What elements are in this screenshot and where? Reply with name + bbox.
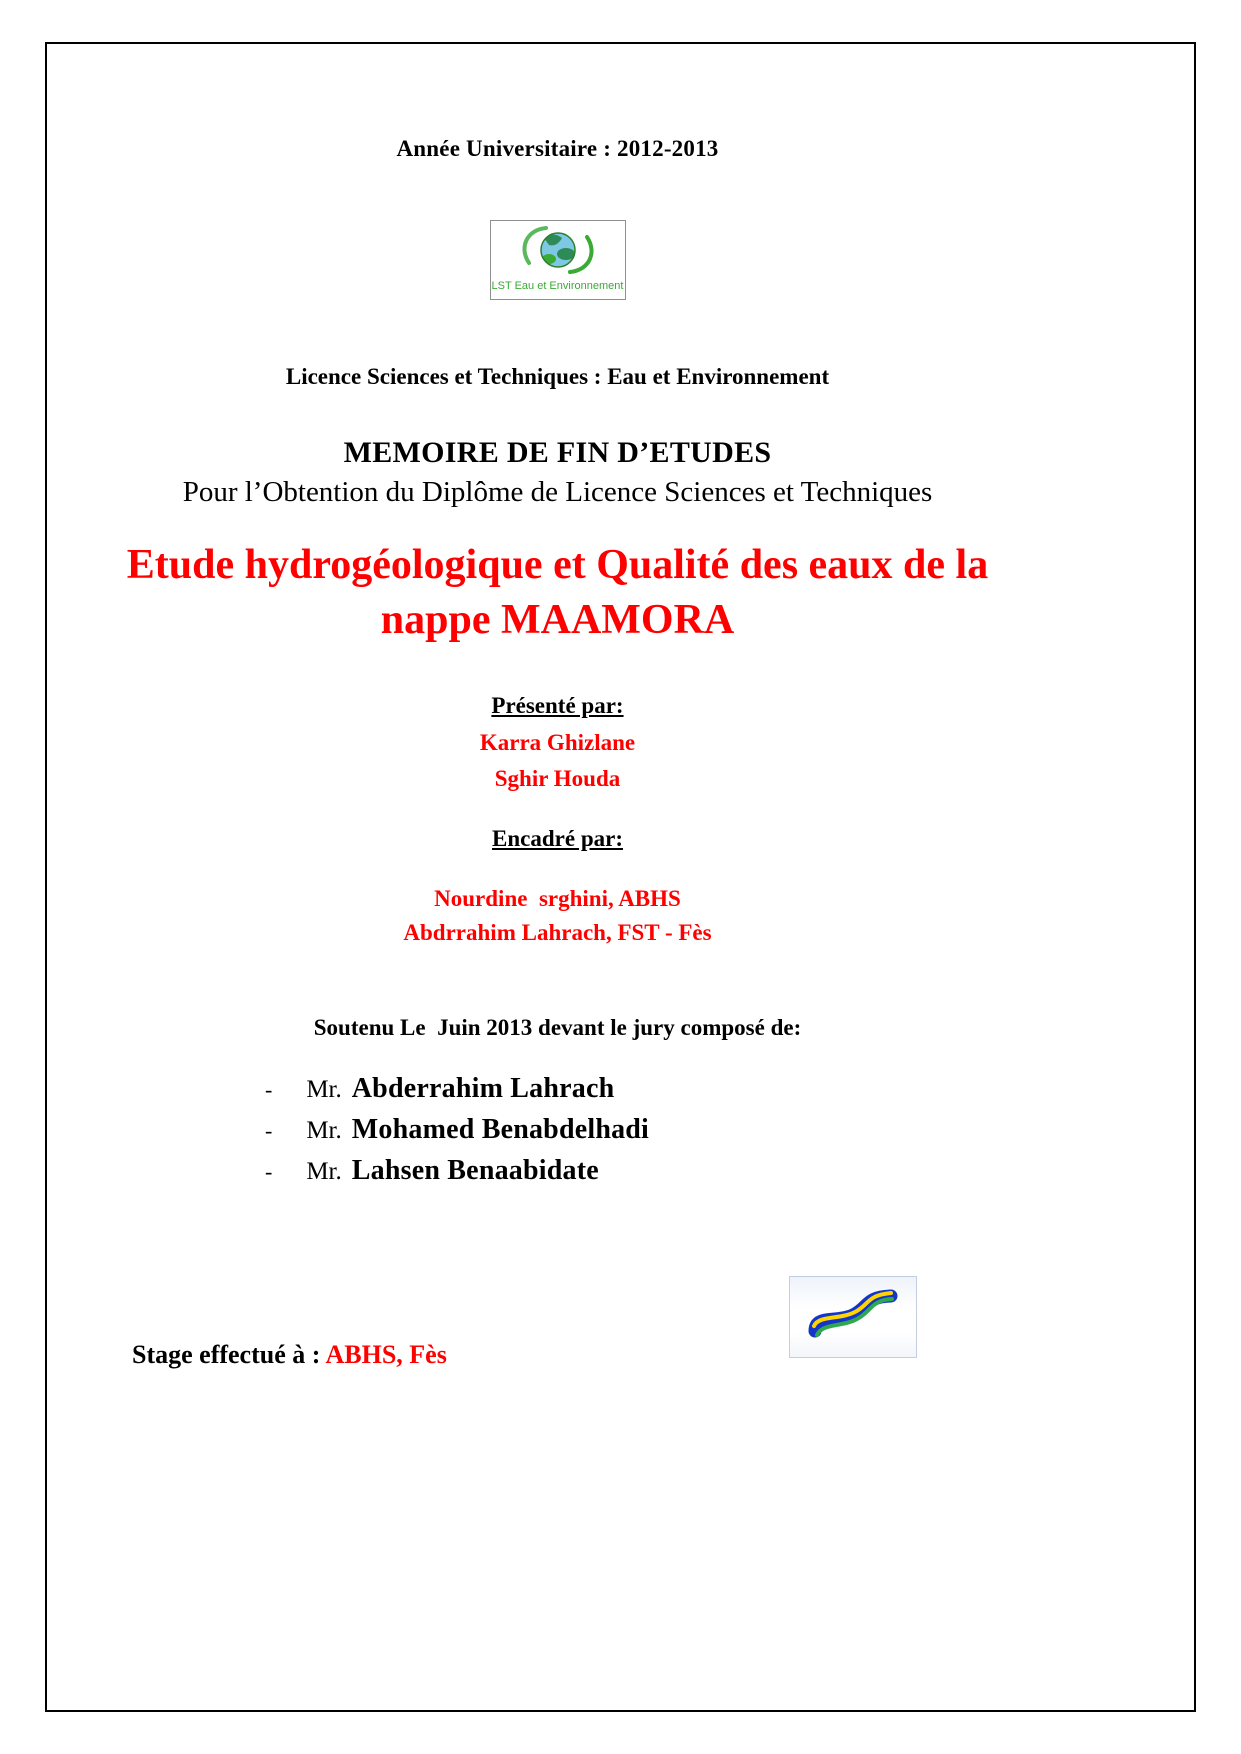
jury-member-name: Abderrahim Lahrach	[351, 1073, 615, 1105]
author-name: Karra Ghizlane	[479, 730, 636, 756]
jury-member-name: Mohamed Benabdelhadi	[351, 1114, 650, 1146]
program-line: Licence Sciences et Techniques : Eau et Environnement	[285, 364, 830, 389]
jury-member-prefix: Mr.	[306, 1158, 342, 1186]
dash-bullet: -	[265, 1077, 273, 1103]
jury-member-name: Lahsen Benaabidate	[351, 1155, 599, 1187]
supervisor-name: Abdrrahim Lahrach, FST - Fès	[403, 919, 712, 945]
thesis-title: Etude hydrogéologique et Qualité des eaux de la nappe MAAMORA	[126, 542, 989, 643]
jury-member-row	[265, 1114, 649, 1146]
lst-logo	[490, 220, 626, 300]
presented-by-label: Présenté par:	[491, 693, 624, 719]
lst-logo-caption: LST Eau et Environnement	[491, 280, 624, 292]
jury-list	[265, 1073, 649, 1187]
academic-year: Année Universitaire : 2012-2013	[396, 136, 719, 161]
dash-bullet: -	[265, 1159, 273, 1185]
supervised-by-label: Encadré par:	[492, 826, 623, 852]
cover-content	[47, 44, 1068, 1187]
abhs-wave-icon	[801, 1285, 905, 1350]
authors-list	[47, 725, 1068, 796]
dash-bullet: -	[265, 1118, 273, 1144]
memoire-heading: MEMOIRE DE FIN D’ETUDES	[343, 436, 772, 469]
internship-label: Stage effectué à :	[132, 1340, 326, 1369]
abhs-logo	[789, 1276, 917, 1358]
jury-member-row	[265, 1073, 649, 1105]
page-border	[45, 42, 1196, 1712]
memoire-subtitle: Pour l’Obtention du Diplôme de Licence Sciences et Techniques	[182, 476, 933, 508]
defense-line: Soutenu Le Juin 2013 devant le jury composé de:	[313, 1015, 802, 1041]
internship-line	[132, 1340, 447, 1370]
globe-leaf-icon	[502, 223, 614, 282]
author-name: Sghir Houda	[494, 765, 621, 791]
supervisor-name: Nourdine srghini, ABHS	[434, 886, 681, 912]
jury-member-prefix: Mr.	[306, 1117, 342, 1145]
internship-value: ABHS, Fès	[325, 1340, 447, 1369]
jury-member-row	[265, 1155, 649, 1187]
supervisors-list	[47, 882, 1068, 949]
jury-member-prefix: Mr.	[306, 1076, 342, 1104]
